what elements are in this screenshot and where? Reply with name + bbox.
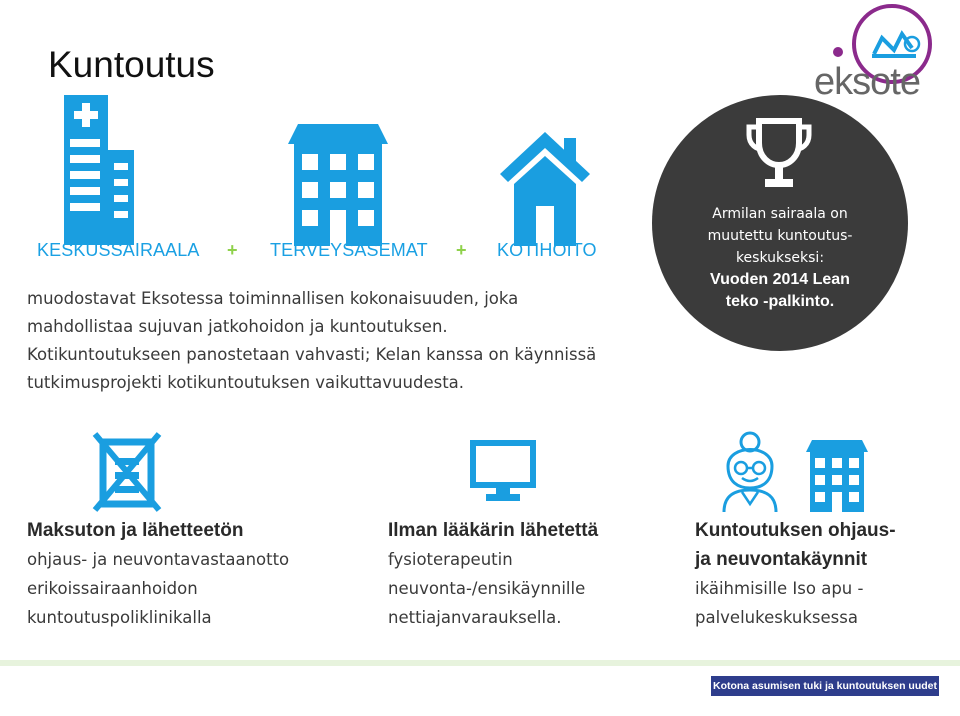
footer-banner: Kotona asumisen tuki ja kuntoutuksen uudet mallit bbox=[711, 676, 939, 696]
no-referral-icon bbox=[91, 432, 163, 512]
intro-paragraph bbox=[27, 285, 717, 397]
logo-text: eksote bbox=[814, 61, 920, 103]
column-line: neuvonta-/ensikäynnille bbox=[388, 579, 586, 598]
award-text bbox=[672, 203, 888, 313]
info-column-3 bbox=[695, 516, 896, 632]
award-circle bbox=[652, 95, 908, 351]
plus-sign: + bbox=[227, 240, 238, 260]
column-line: erikoissairaanhoidon bbox=[27, 579, 198, 598]
award-bold-line: teko -palkinto. bbox=[725, 293, 835, 310]
info-column-1 bbox=[27, 516, 289, 632]
column-heading: Kuntoutuksen ohjaus- bbox=[695, 520, 896, 541]
column-line: palvelukeskuksessa bbox=[695, 608, 858, 627]
column-heading: Maksuton ja lähetteetön bbox=[27, 520, 244, 541]
eksote-logo bbox=[812, 4, 942, 104]
intro-line: mahdollistaa sujuvan jatkohoidon ja kuntoutuksen. bbox=[27, 317, 448, 336]
column-line: ikäihmisille Iso apu - bbox=[695, 579, 864, 598]
column-heading: ja neuvontakäynnit bbox=[695, 549, 868, 570]
page-title: Kuntoutus bbox=[48, 44, 215, 85]
service-hospital: KESKUSSAIRAALA bbox=[37, 240, 200, 260]
footer-divider bbox=[0, 660, 960, 666]
elderly-person-icon bbox=[720, 430, 780, 512]
health-center-icon bbox=[288, 124, 388, 246]
intro-line: muodostavat Eksotessa toiminnallisen kokonaisuuden, joka bbox=[27, 289, 519, 308]
home-icon bbox=[500, 132, 590, 246]
column-line: nettiajanvarauksella. bbox=[388, 608, 562, 627]
plus-sign: + bbox=[456, 240, 467, 260]
service-home-care: KOTIHOITO bbox=[497, 240, 597, 260]
column-line: ohjaus- ja neuvontavastaanotto bbox=[27, 550, 290, 569]
intro-line: Kotikuntoutukseen panostetaan vahvasti; Kelan kanssa on käynnissä bbox=[27, 345, 597, 364]
intro-line: tutkimusprojekti kotikuntoutuksen vaikuttavuudesta. bbox=[27, 373, 465, 392]
service-center-icon bbox=[806, 440, 868, 512]
column-line: kuntoutuspoliklinikalla bbox=[27, 608, 212, 627]
trophy-icon bbox=[745, 117, 813, 191]
service-health-centers: TERVEYSASEMAT bbox=[270, 240, 428, 260]
computer-monitor-icon bbox=[470, 440, 536, 502]
award-line: keskukseksi: bbox=[735, 250, 825, 266]
hospital-icon bbox=[64, 95, 134, 245]
info-column-2 bbox=[388, 516, 598, 632]
column-heading: Ilman lääkärin lähetettä bbox=[388, 520, 599, 541]
column-line: fysioterapeutin bbox=[388, 550, 513, 569]
award-line: muutettu kuntoutus- bbox=[707, 228, 853, 244]
award-line: Armilan sairaala on bbox=[712, 206, 848, 222]
award-bold-line: Vuoden 2014 Lean bbox=[710, 271, 850, 288]
